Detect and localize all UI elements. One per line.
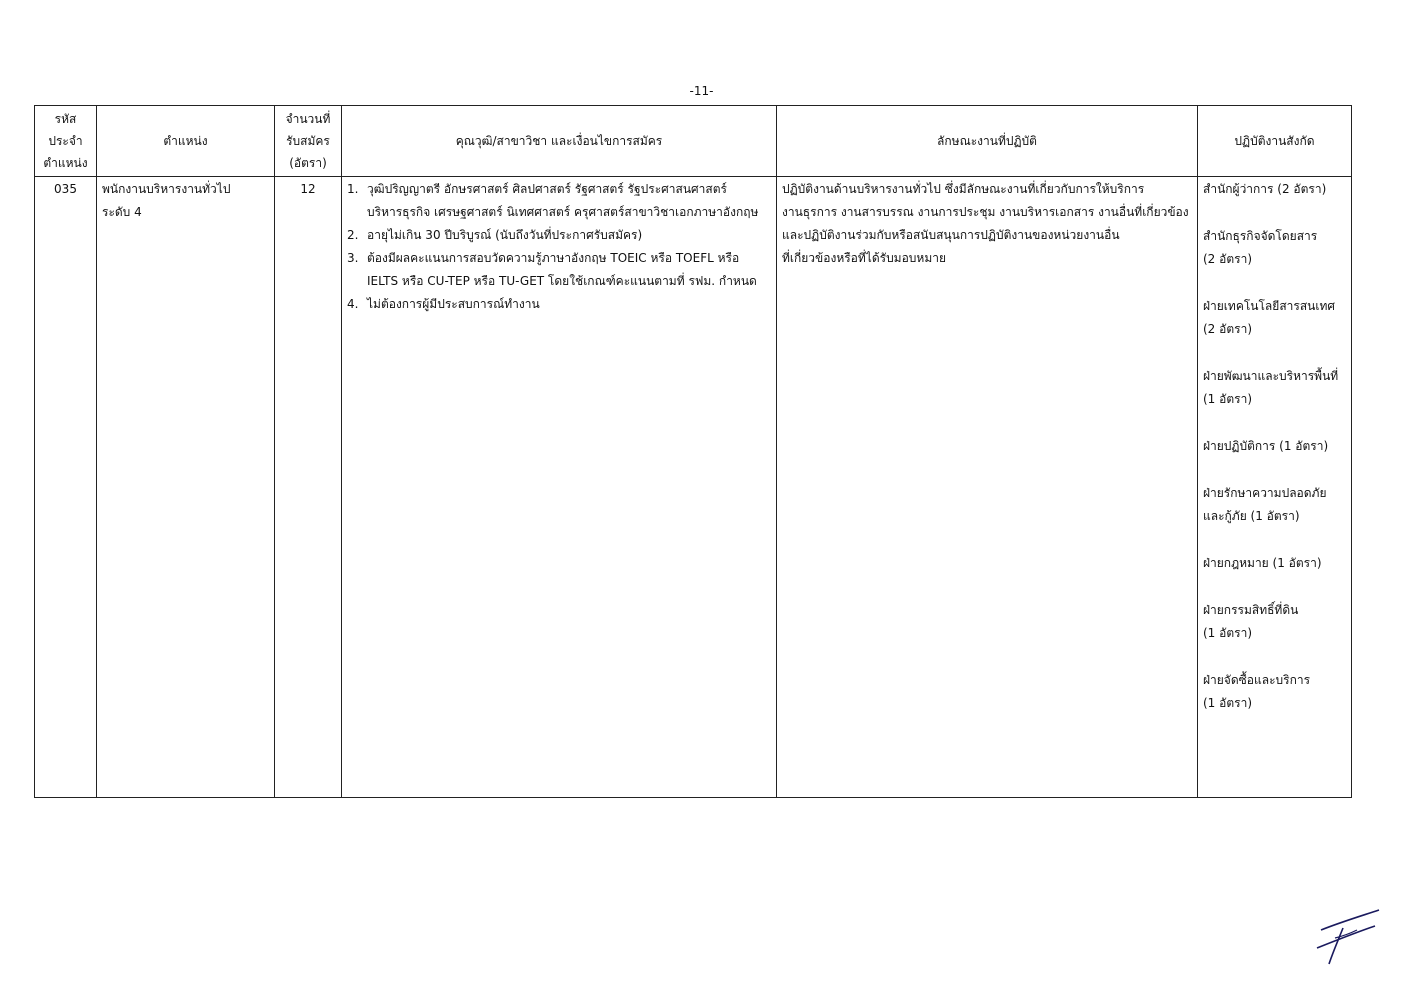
qualification-text: ไม่ต้องการผู้มีประสบการณ์ทำงาน [367,297,540,311]
header-code-line: ตำแหน่ง [43,156,88,170]
department-entry [1203,482,1346,528]
department-line: (2 อัตรา) [1203,252,1252,266]
header-duties: ลักษณะงานที่ปฏิบัติ [777,106,1198,177]
department-line: ฝ่ายรักษาความปลอดภัย [1203,486,1327,500]
qualification-text: บริหารธุรกิจ เศรษฐศาสตร์ นิเทศศาสตร์ ครุศาสตร์สาขาวิชาเอกภาษาอังกฤษ [367,205,759,219]
department-line: (1 อัตรา) [1203,626,1252,640]
qualification-number: 1. [347,182,359,196]
qualification-number: 4. [347,297,359,311]
header-openings-line: (อัตรา) [289,156,327,170]
department-line: ฝ่ายปฏิบัติการ (1 อัตรา) [1203,439,1329,453]
header-openings [275,106,342,177]
qualification-text: IELTS หรือ CU-TEP หรือ TU-GET โดยใช้เกณฑ์คะแนนตามที่ รฟม. กำหนด [367,274,757,288]
department-line: ฝ่ายพัฒนาและบริหารพื้นที่ [1203,369,1339,383]
header-openings-line: รับสมัคร [286,134,330,148]
department-line: สำนักผู้ว่าการ (2 อัตรา) [1203,182,1327,196]
qualification-item [347,293,771,316]
qualification-number: 2. [347,228,359,242]
duty-line: ปฏิบัติงานด้านบริหารงานทั่วไป ซึ่งมีลักษณะงานที่เกี่ยวกับการให้บริการ [782,182,1145,196]
cell-duties [777,177,1198,798]
department-entry [1203,552,1346,575]
qualification-item [347,247,771,293]
duty-line: และปฏิบัติงานร่วมกับหรือสนับสนุนการปฏิบัติงานของหน่วยงานอื่น [782,228,1120,242]
header-openings-line: จำนวนที่ [285,112,331,126]
qualification-text: ต้องมีผลคะแนนการสอบวัดความรู้ภาษาอังกฤษ TOEIC หรือ TOEFL หรือ [367,251,740,265]
qualification-item [347,178,771,224]
qualification-list [347,178,771,316]
job-table [34,105,1352,798]
cell-department [1198,177,1352,798]
department-line: สำนักธุรกิจจัดโดยสาร [1203,229,1318,243]
department-entry [1203,225,1346,271]
header-qualifications: คุณวุฒิ/สาขาวิชา และเงื่อนไขการสมัคร [342,106,777,177]
duty-line: ที่เกี่ยวข้องหรือที่ได้รับมอบหมาย [782,251,947,265]
qualification-text: อายุไม่เกิน 30 ปีบริบูรณ์ (นับถึงวันที่ประกาศรับสมัคร) [367,228,643,242]
signature-icon [1313,908,1383,968]
table-row [35,177,1352,798]
department-line: (1 อัตรา) [1203,696,1252,710]
department-entry [1203,295,1346,341]
department-entry [1203,178,1346,201]
department-line: และกู้ภัย (1 อัตรา) [1203,509,1300,523]
header-department: ปฏิบัติงานสังกัด [1198,106,1352,177]
qualification-item [347,224,771,247]
header-code-line: รหัส [54,112,77,126]
department-entry [1203,669,1346,715]
department-entry [1203,599,1346,645]
department-entry [1203,365,1346,411]
header-code-line: ประจำ [48,134,83,148]
cell-position [97,177,275,798]
duty-line: งานธุรการ งานสารบรรณ งานการประชุม งานบริหารเอกสาร งานอื่นที่เกี่ยวข้อง [782,205,1189,219]
header-row [35,106,1352,177]
department-line: ฝ่ายจัดซื้อและบริการ [1203,673,1311,687]
qualification-number: 3. [347,251,359,265]
header-code [35,106,97,177]
department-entry [1203,435,1346,458]
header-position: ตำแหน่ง [97,106,275,177]
position-line: ระดับ 4 [102,205,142,219]
department-line: ฝ่ายเทคโนโลยีสารสนเทศ [1203,299,1335,313]
position-line: พนักงานบริหารงานทั่วไป [102,182,231,196]
department-line: ฝ่ายกฎหมาย (1 อัตรา) [1203,556,1322,570]
department-line: (2 อัตรา) [1203,322,1252,336]
cell-code: 035 [35,177,97,798]
qualification-text: วุฒิปริญญาตรี อักษรศาสตร์ ศิลปศาสตร์ รัฐศาสตร์ รัฐประศาสนศาสตร์ [367,182,727,196]
page-number: -11- [689,84,714,98]
department-line: ฝ่ายกรรมสิทธิ์ที่ดิน [1203,603,1299,617]
cell-openings: 12 [275,177,342,798]
department-line: (1 อัตรา) [1203,392,1252,406]
cell-qualifications [342,177,777,798]
